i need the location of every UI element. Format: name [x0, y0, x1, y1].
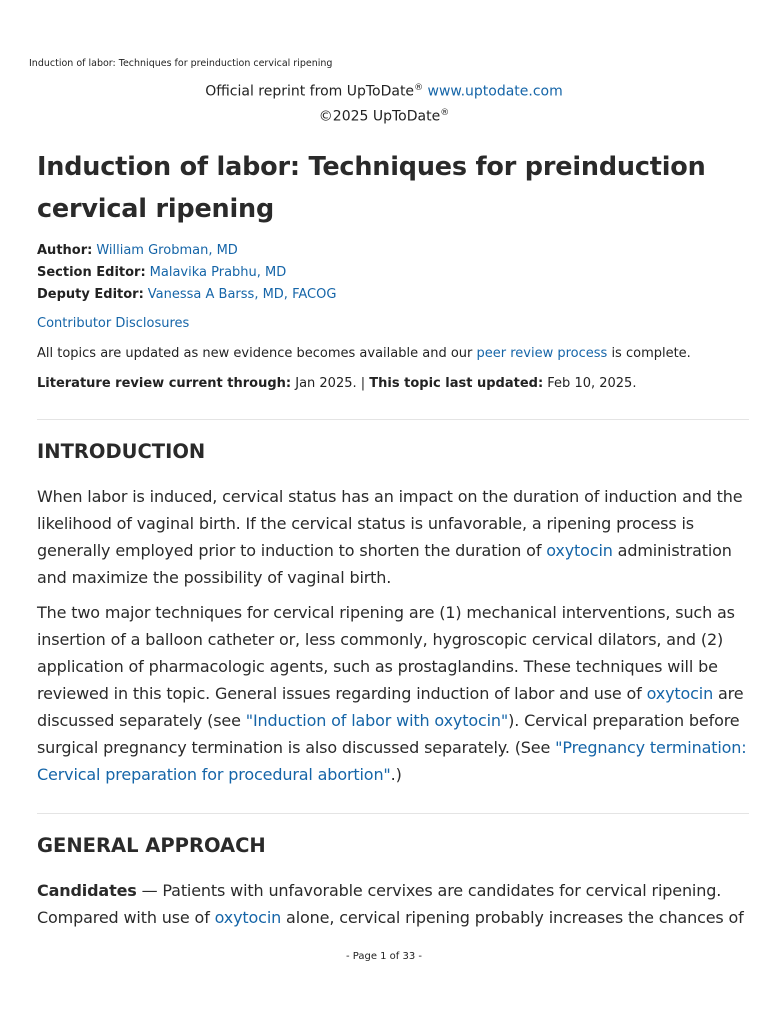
reprint-line	[0, 78, 768, 103]
paragraph-text: administration and maximize the possibility of vaginal birth.	[37, 541, 732, 587]
peer-review-link[interactable]: peer review process	[476, 346, 608, 361]
introduction-heading: INTRODUCTION	[37, 440, 206, 463]
author-block	[37, 240, 749, 306]
page-title: Induction of labor: Techniques for preinduction cervical ripening	[37, 152, 706, 224]
general-paragraph-1	[37, 877, 749, 931]
registered-mark: ®	[414, 83, 424, 93]
pregnancy-termination-topic-link[interactable]: "Pregnancy termination: Cervical preparation for procedural abortion"	[37, 738, 747, 784]
last-updated-label: This topic last updated:	[369, 376, 544, 391]
paragraph-text: .)	[390, 765, 402, 784]
last-updated-value: Feb 10, 2025.	[543, 376, 637, 391]
general-approach-heading: GENERAL APPROACH	[37, 834, 266, 857]
intro-paragraph-1	[37, 483, 749, 591]
reprint-notice	[0, 78, 768, 127]
section-editor-row	[37, 262, 749, 284]
copyright-text: ©2025 UpToDate	[318, 108, 441, 125]
lit-review-value: Jan 2025. |	[291, 376, 370, 391]
oxytocin-link[interactable]: oxytocin	[214, 908, 282, 927]
deputy-editor-row	[37, 284, 749, 306]
contributor-disclosures-link[interactable]: Contributor Disclosures	[37, 316, 190, 331]
divider	[37, 813, 749, 814]
divider	[37, 419, 749, 420]
lit-review-label: Literature review current through:	[37, 376, 292, 391]
author-link[interactable]: William Grobman, MD	[96, 243, 238, 258]
induction-oxytocin-topic-link[interactable]: "Induction of labor with oxytocin"	[245, 711, 509, 730]
running-header: Induction of labor: Techniques for preinduction cervical ripening	[29, 58, 333, 69]
deputy-editor-label: Deputy Editor:	[37, 287, 144, 302]
deputy-editor-link[interactable]: Vanessa A Barss, MD, FACOG	[147, 287, 337, 302]
section-editor-label: Section Editor:	[37, 265, 146, 280]
update-note	[37, 344, 749, 364]
author-label: Author:	[37, 243, 93, 258]
author-row	[37, 240, 749, 262]
intro-paragraph-2	[37, 599, 749, 788]
paragraph-text: alone, cervical ripening probably increases the chances of	[281, 908, 744, 927]
copyright-line	[0, 103, 768, 128]
update-note-text-end: is complete.	[607, 346, 691, 361]
oxytocin-link[interactable]: oxytocin	[546, 541, 613, 560]
paragraph-text: are discussed separately (see	[37, 684, 744, 730]
paragraph-text: The two major techniques for cervical ripening are (1) mechanical interventions, such as insertion of a balloon catheter or, less commonly, hygroscopic cervical dilators, and (2) application of pharmacologic agents, such as prostaglandins. These techniques will be reviewed in this topic. General issues regarding induction of labor and use of	[37, 603, 735, 703]
page-number: - Page 1 of 33 -	[345, 951, 423, 962]
update-note-text: All topics are updated as new evidence becomes available and our	[37, 346, 477, 361]
oxytocin-link[interactable]: oxytocin	[646, 684, 714, 703]
section-editor-link[interactable]: Malavika Prabhu, MD	[149, 265, 287, 280]
candidates-label: Candidates	[37, 881, 137, 900]
paragraph-text: — Patients with unfavorable cervixes are candidates for cervical ripening. Compared with use of	[37, 881, 722, 927]
article	[37, 146, 749, 931]
reprint-prefix: Official reprint from UpToDate	[205, 83, 415, 100]
registered-mark: ®	[440, 107, 450, 118]
review-dates	[37, 374, 749, 394]
paragraph-text: When labor is induced, cervical status has an impact on the duration of induction and the likelihood of vaginal birth. If the cervical status is unfavorable, a ripening process is generally employed prior to induction to shorten the duration of	[37, 487, 743, 560]
uptodate-site-link[interactable]: www.uptodate.com	[427, 83, 563, 100]
paragraph-text: ). Cervical preparation before surgical pregnancy termination is also discussed separately. (See	[37, 711, 740, 757]
